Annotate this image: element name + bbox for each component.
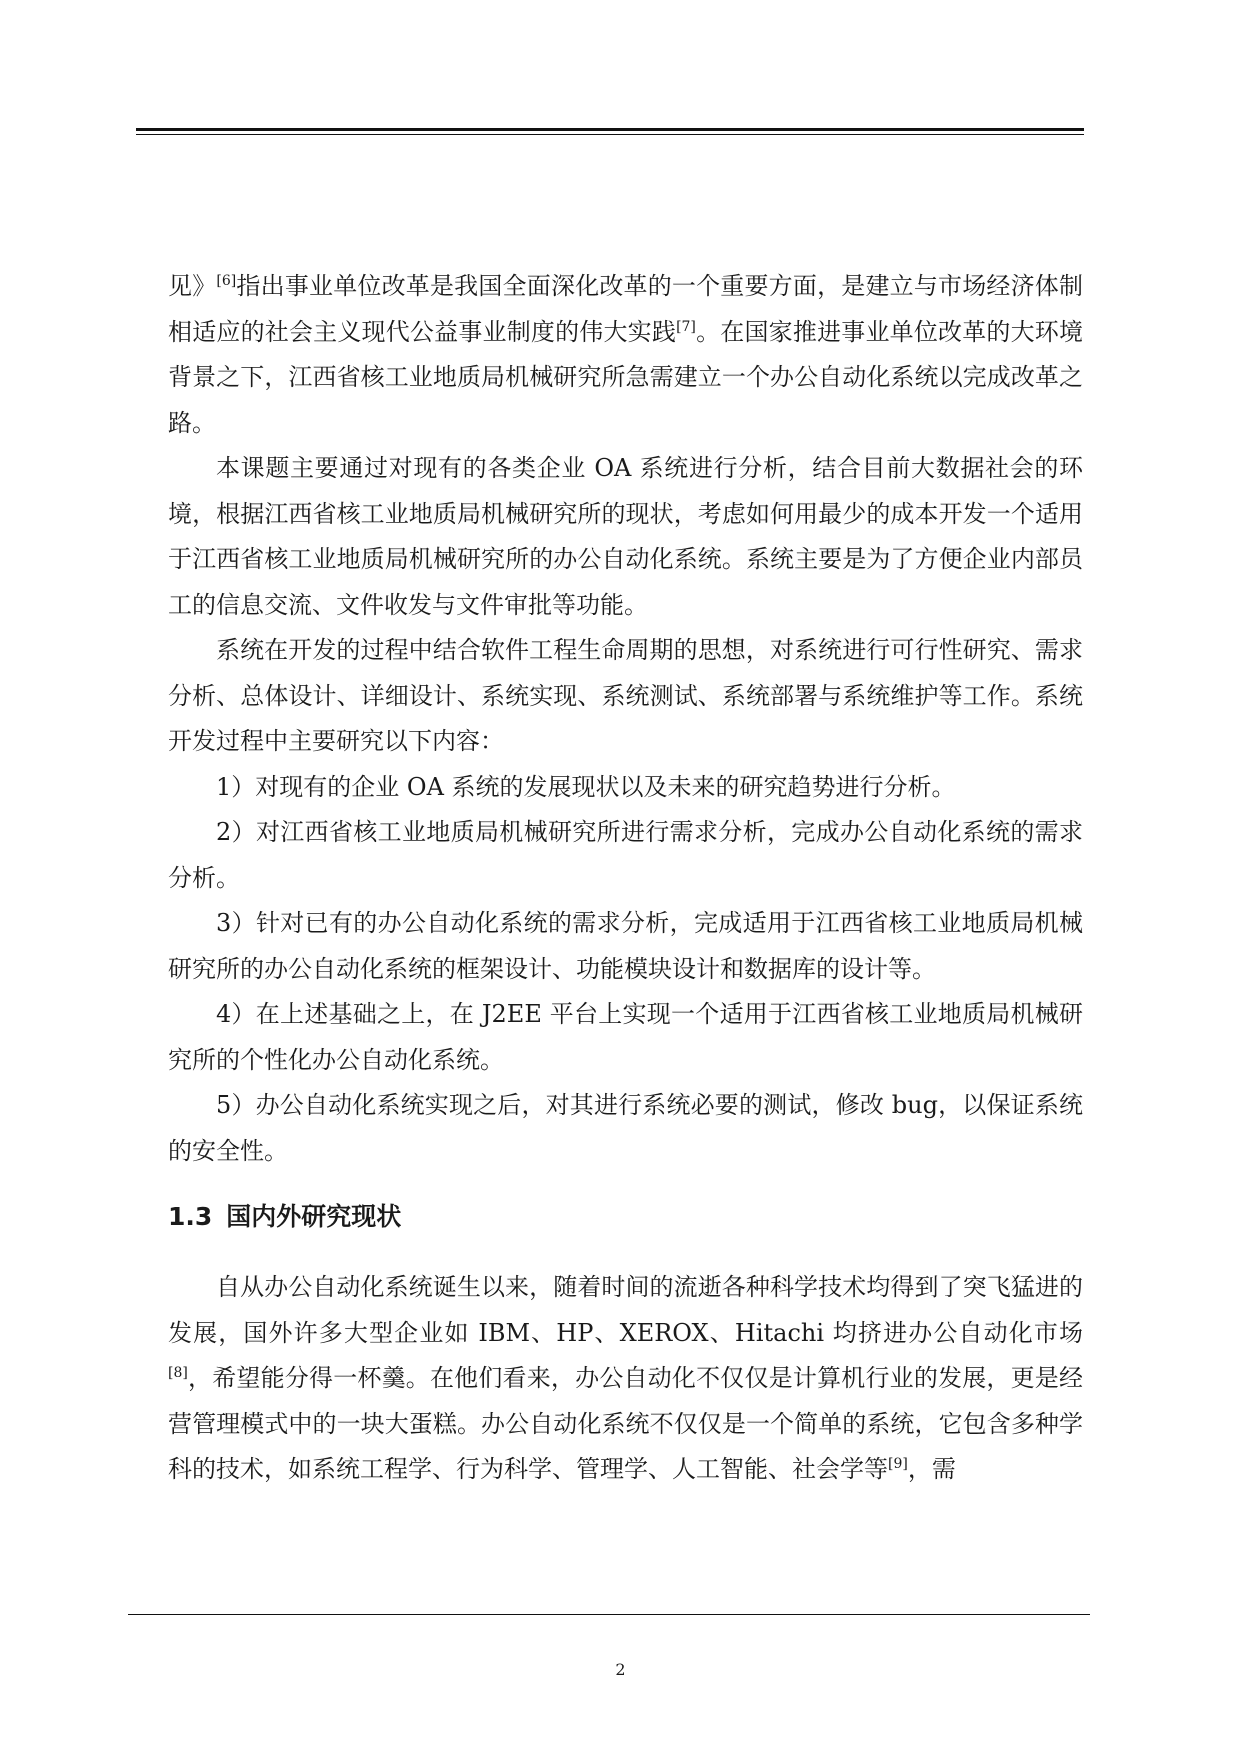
section-number: 1.3 xyxy=(168,1202,213,1231)
paragraph-text: ，需 xyxy=(907,1455,956,1483)
paragraph-method: 系统在开发的过程中结合软件工程生命周期的思想，对系统进行可行性研究、需求分析、总体设计、详细设计、系统实现、系统测试、系统部署与系统维护等工作。系统开发过程中主要研究以下内容： xyxy=(168,636,1083,755)
section-heading xyxy=(168,1195,1083,1239)
paragraph-text: ，希望能分得一杯羹。在他们看来，办公自动化不仅仅是计算机行业的发展，更是经营管理模式中的一块大蛋糕。办公自动化系统不仅仅是一个简单的系统，它包含多种学科的技术，如系统工程学、行为科学、管理学、人工智能、社会学等 xyxy=(168,1364,1083,1483)
paragraph-topic: 本课题主要通过对现有的各类企业 OA 系统进行分析，结合目前大数据社会的环境，根据江西省核工业地质局机械研究所的现状，考虑如何用最少的成本开发一个适用于江西省核工业地质局机械研究所的办公自动化系统。系统主要是为了方便企业内部员工的信息交流、文件收发与文件审批等功能。 xyxy=(168,454,1083,619)
header-rule-bottom xyxy=(136,134,1084,135)
section-title: 国内外研究现状 xyxy=(226,1202,402,1231)
list-item-2: 2）对江西省核工业地质局机械研究所进行需求分析，完成办公自动化系统的需求分析。 xyxy=(168,818,1083,892)
paragraph-text: 。在国家推进事业单位改革的大环境背景之下，江西省核工业地质局机械研究所急需建立一个办公自动化系统以完成改革之路。 xyxy=(168,317,1083,437)
list-item-3: 3）针对已有的办公自动化系统的需求分析，完成适用于江西省核工业地质局机械研究所的办公自动化系统的框架设计、功能模块设计和数据库的设计等。 xyxy=(168,909,1083,983)
footer-rule xyxy=(128,1614,1090,1615)
list-item-4: 4）在上述基础之上，在 J2EE 平台上实现一个适用于江西省核工业地质局机械研究所的个性化办公自动化系统。 xyxy=(168,1000,1083,1074)
citation-9: [9] xyxy=(888,1456,908,1472)
list-item-1: 1）对现有的企业 OA 系统的发展现状以及未来的研究趋势进行分析。 xyxy=(216,772,956,801)
list-item-5: 5）办公自动化系统实现之后，对其进行系统必要的测试，修改 bug，以保证系统的安全性。 xyxy=(168,1091,1083,1165)
paragraph-continuation xyxy=(168,264,1083,446)
paragraph-text: 指出事业单位改革是我国全面深化改革的一个重要方面，是建立与市场经济体制相适应的社会主义现代公益事业制度的伟大实践 xyxy=(168,272,1084,346)
page-body xyxy=(168,264,1083,1493)
page-number: 2 xyxy=(615,1660,626,1679)
paragraph-text: 自从办公自动化系统诞生以来，随着时间的流逝各种科学技术均得到了突飞猛进的发展，国外许多大型企业如 IBM、HP、XEROX、Hitachi 均挤进办公自动化市场 xyxy=(168,1273,1083,1347)
section-paragraph xyxy=(168,1265,1083,1493)
citation-6: [6] xyxy=(216,273,237,289)
citation-7: [7] xyxy=(676,318,696,335)
citation-8: [8] xyxy=(168,1365,188,1381)
header-rule-top xyxy=(136,128,1084,131)
paragraph-text: 见》 xyxy=(168,272,217,300)
